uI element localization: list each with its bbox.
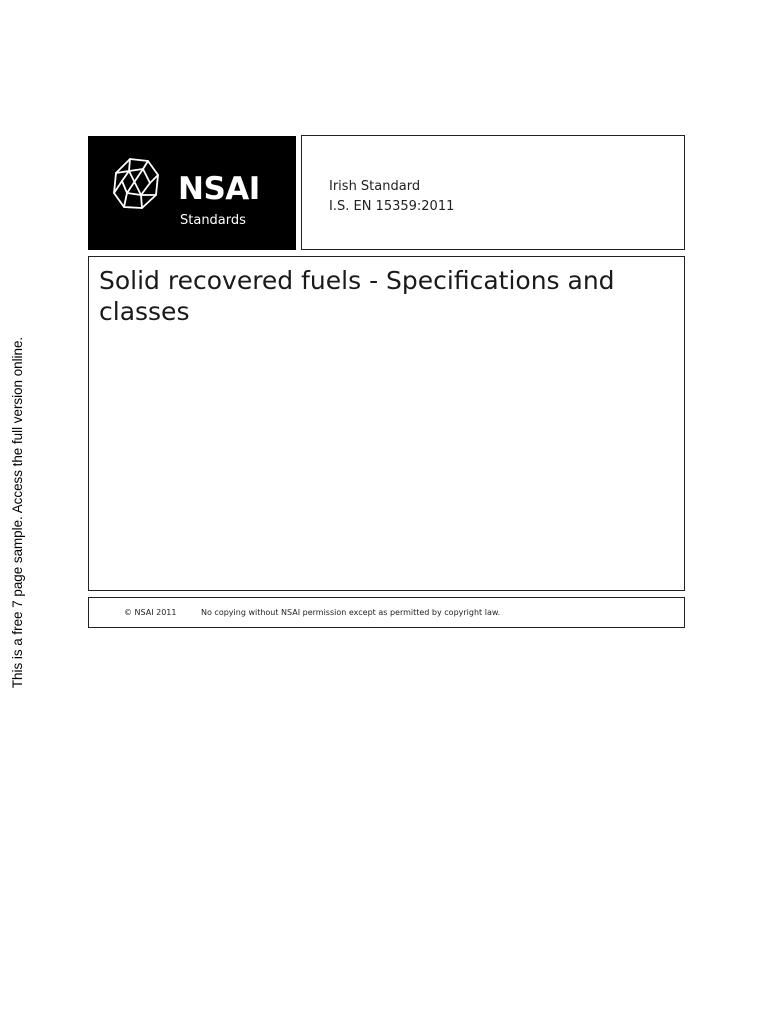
logo-name: NSAI	[178, 171, 260, 207]
standard-number: I.S. EN 15359:2011	[329, 199, 455, 214]
copyright-footer	[88, 597, 685, 628]
title-box	[88, 256, 685, 591]
copyright-text: © NSAI 2011	[124, 608, 177, 617]
standard-info-box	[301, 135, 685, 250]
polyhedron-icon	[112, 157, 160, 211]
logo-subtitle: Standards	[180, 213, 246, 228]
sample-notice-text: This is a free 7 page sample. Access the full version online.	[10, 336, 26, 688]
nsai-logo	[88, 136, 296, 250]
copyright-notice: No copying without NSAI permission except as permitted by copyright law.	[201, 608, 501, 617]
standard-type: Irish Standard	[329, 179, 421, 194]
document-title: Solid recovered fuels - Specifications and classes	[99, 266, 615, 326]
sample-notice	[4, 320, 32, 704]
